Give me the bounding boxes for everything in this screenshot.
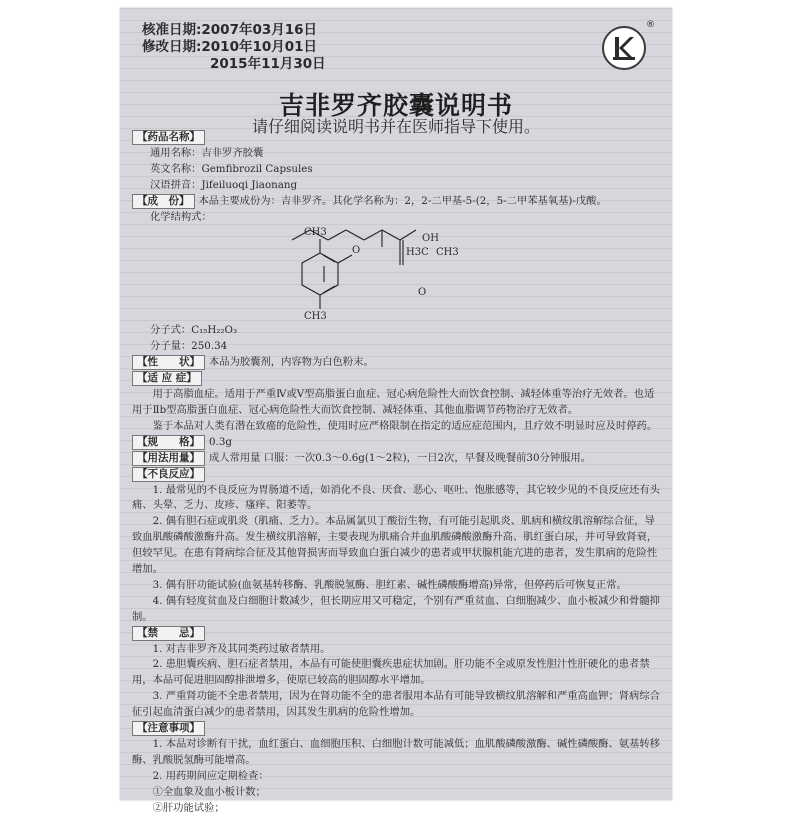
section-header-drug-name: 【药品名称】 <box>132 130 205 145</box>
section-header-characteristics: 【性 状】 <box>132 355 205 370</box>
contraindications-paragraph-3: 3. 严重肾功能不全患者禁用，因为在肾功能不全的患者服用本品有可能导致横纹肌溶解和严重高血钾；肾病综合征引起血清蛋白减少的患者禁用，因其发生肌病的危险性增加。 <box>132 690 660 719</box>
molecular-formula <box>132 323 660 339</box>
document-title: 吉非罗齐胶囊说明书 <box>278 91 513 120</box>
formula-prefix: 分子式： <box>150 324 192 337</box>
generic-name: 通用名称：吉非罗齐胶囊 <box>150 146 264 159</box>
section-header-composition: 【成 份】 <box>132 194 195 209</box>
registered-mark: ® <box>646 20 655 30</box>
ch3-bottom-label: CH3 <box>304 311 327 323</box>
adverse-paragraph-1: 1. 最常见的不良反应为胃肠道不适，如消化不良、厌食、恶心、呕吐、饱胀感等，其它较少见的不良反应还有头痛、头晕、乏力、皮疹、瘙痒、阳萎等。 <box>132 483 660 512</box>
ether-oxygen-label: O <box>352 245 361 257</box>
document-subtitle: 请仔细阅读说明书并在医师指导下使用。 <box>251 117 540 136</box>
dosage-text: 成人常用量 口服：一次0.3～0.6g(1～2粒)，一日2次，早餐及晚餐前30分钟服用。 <box>209 451 592 464</box>
revision-date-2: 2015年11月30日 <box>210 56 326 72</box>
side-chain-diagram <box>292 225 592 323</box>
revision-date: 修改日期:2010年10月01日 <box>142 39 318 55</box>
section-header-adverse-reactions: 【不良反应】 <box>132 467 205 482</box>
english-name: 英文名称：Gemfibrozil Capsules <box>150 162 313 175</box>
date-block <box>142 22 326 73</box>
ch3-top-label: CH3 <box>304 227 327 239</box>
precautions-paragraph-1: 1. 本品对诊断有干扰，血红蛋白、血细胞压积、白细胞计数可能减低；血肌酸磷酸激酶、碱性磷酸酶、氨基转移酶、乳酸脱氢酶可能增高。 <box>132 738 660 766</box>
section-header-indications: 【适 应 症】 <box>132 371 202 386</box>
precautions-item-1: ①全血象及血小板计数； <box>152 785 266 798</box>
contraindications-paragraph-1: 1. 对吉非罗齐及其同类药过敏者禁用。 <box>152 642 331 655</box>
specification-text: 0.3g <box>209 435 232 448</box>
section-header-precautions: 【注意事项】 <box>132 721 205 736</box>
section-header-specification: 【规 格】 <box>132 435 205 450</box>
section-header-dosage: 【用法用量】 <box>132 451 205 466</box>
precautions-paragraph-2: 2. 用药期间应定期检查： <box>152 769 269 782</box>
h3c-label: H3C <box>406 247 429 259</box>
approval-date: 核准日期:2007年03月16日 <box>142 22 318 38</box>
company-logo-icon <box>602 26 646 70</box>
adverse-paragraph-4: 4. 偶有轻度贫血及白细胞计数减少，但长期应用又可稳定，个别有严重贫血、白细胞减少、血小板减少和骨髓抑制。 <box>132 594 660 623</box>
section-header-contraindications: 【禁 忌】 <box>132 626 205 641</box>
hydroxyl-label: OH <box>422 233 439 245</box>
leaflet-body <box>132 130 660 817</box>
composition-text: 本品主要成份为：吉非罗齐。其化学名称为：2，2-二甲基-5-(2，5-二甲苯基氧基)-戊酸。 <box>198 194 607 207</box>
indications-paragraph-1: 用于高脂血症。适用于严重Ⅳ或Ⅴ型高脂蛋白血症、冠心病危险性大而饮食控制、减轻体重等治疗无效者。也适用于Ⅱb型高脂蛋白血症、冠心病危险性大而饮食控制、减轻体重、其他血脂调节药物治疗无效者。 <box>132 388 655 416</box>
carbonyl-oxygen-label: O <box>418 287 427 299</box>
contraindications-paragraph-2: 2. 患胆囊疾病、胆石症者禁用，本品有可能使胆囊疾患症状加剧。肝功能不全或原发性胆汁性肝硬化的患者禁用，本品可促进胆固醇排泄增多，使原已较高的胆固醇水平增加。 <box>132 658 650 687</box>
adverse-paragraph-2: 2. 偶有胆石症或肌炎（肌痛、乏力）。本品属氯贝丁酸衍生物，有可能引起肌炎、肌病和横纹肌溶解综合征，导致血肌酸磷酸激酶升高。发生横纹肌溶解，主要表现为肌痛合并血肌酸磷酸激酶升高、肌红蛋白尿，并可导致肾衰，但较罕见。在患有肾病综合征及其他肾损害而导致血白蛋白减少的患者或甲状腺机能亢进的患者，发生肌病的危险性增加。 <box>132 515 658 576</box>
characteristics-text: 本品为胶囊剂，内容物为白色粉末。 <box>209 356 374 369</box>
formula-value: C₁₅H₂₂O₃ <box>191 324 238 337</box>
ch3-right-label: CH3 <box>436 247 459 259</box>
chemical-structure <box>140 225 660 323</box>
indications-paragraph-2: 鉴于本品对人类有潜在致癌的危险性，使用时应严格限制在指定的适应症范围内，且疗效不明显时应及时停药。 <box>152 419 658 432</box>
pinyin-name: 汉语拼音：Jifeiluoqi Jiaonang <box>150 178 298 191</box>
molecular-weight: 分子量：250.34 <box>150 340 228 353</box>
precautions-item-2: ②肝功能试验； <box>152 801 225 814</box>
structure-label: 化学结构式： <box>150 210 212 223</box>
adverse-paragraph-3: 3. 偶有肝功能试验(血氨基转移酶、乳酸脱氢酶、胆红素、碱性磷酸酶增高)异常，但停药后可恢复正常。 <box>152 578 627 591</box>
leaflet-sheet <box>120 8 672 814</box>
